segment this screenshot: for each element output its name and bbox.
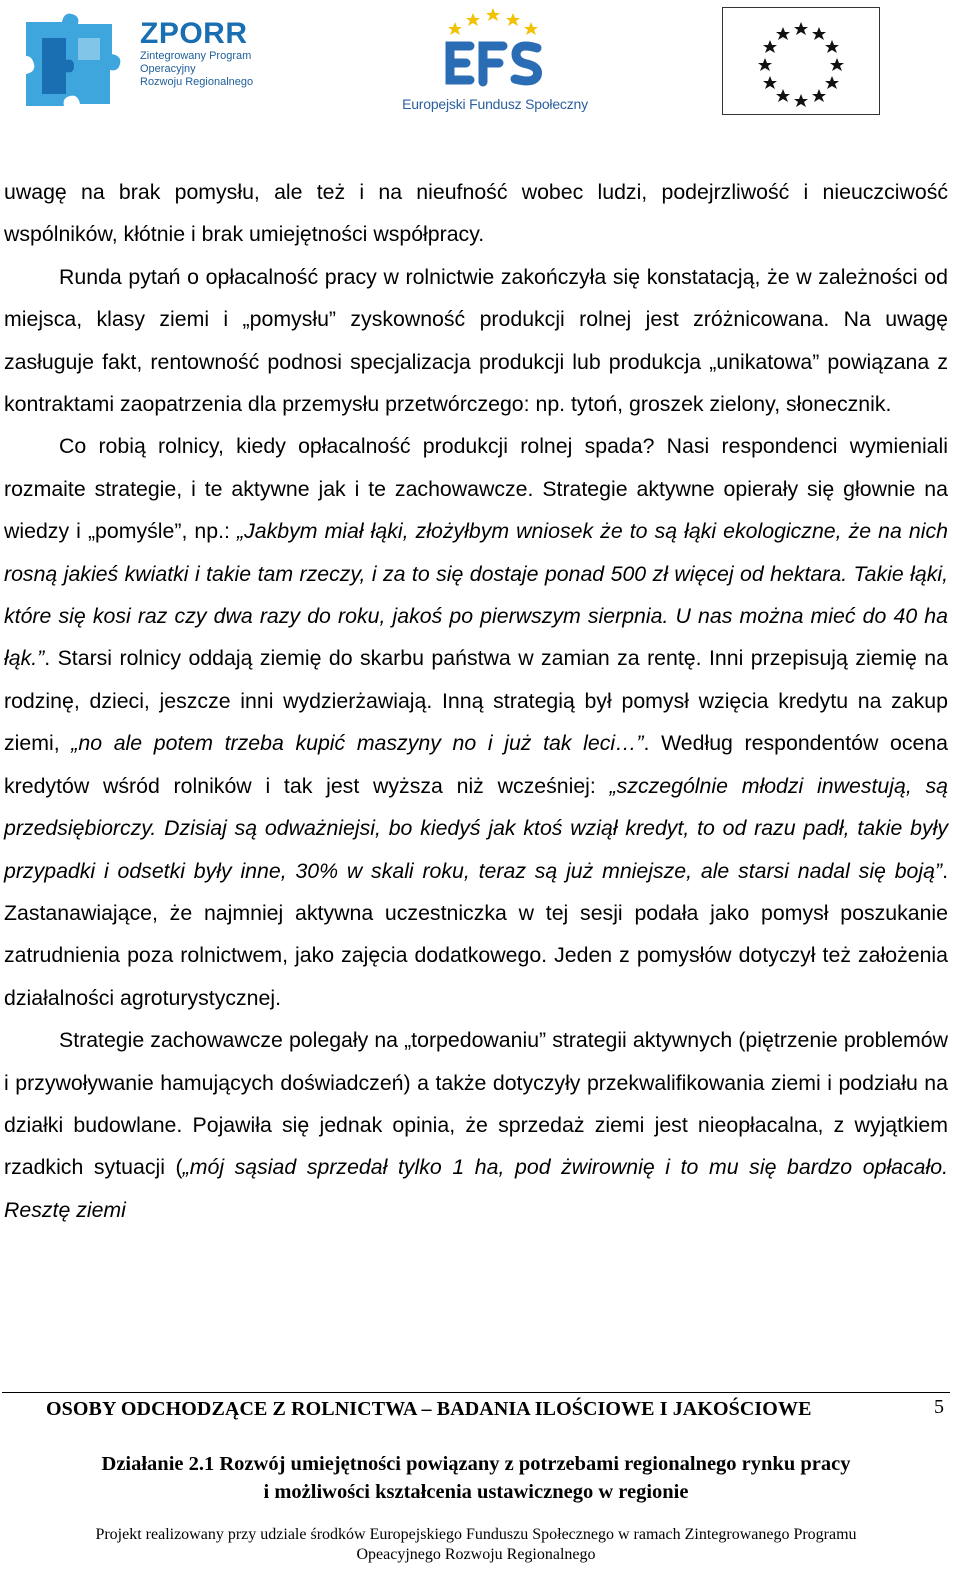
page-number: 5 <box>934 1396 944 1418</box>
zporr-title: ZPORR <box>140 17 248 50</box>
footer-report-title: OSOBY ODCHODZĄCE Z ROLNICTWA – BADANIA ILOŚCIOWE I JAKOŚCIOWE <box>46 1398 812 1420</box>
footer-action-line1: Działanie 2.1 Rozwój umiejętności powiązany z potrzebami regionalnego rynku pracy <box>101 1453 851 1475</box>
paragraph-3-text-a: Co robią rolnicy, kiedy opłacalność produkcji rolnej spada? Nasi respondenci wymieniali rozmaite strategie, i te aktywne jak i te zachowawcze. Strategie aktywne opierały się głownie na wiedzy i „pomyśle”, np.: <box>4 434 948 544</box>
paragraph-4-text-a: Strategie zachowawcze polegały na „torpedowaniu” strategii aktywnych (piętrzenie problemów i przywoływanie hamujących doświadczeń) a także dotyczyły przekwalifikowania ziemi i podziału na działki budowlane. Pojawiła się jednak opinia, że sprzedaż ziemi jest nieopłacalna, z wyjątkiem rzadkich sytuacji ( <box>4 1028 948 1180</box>
zporr-subtitle-line3: Rozwoju Regionalnego <box>140 76 254 88</box>
footer-action-line2: i możliwości kształcenia ustawicznego w regionie <box>263 1481 689 1503</box>
footer-funding-note <box>0 1525 952 1565</box>
quote-machines: „no ale potem trzeba kupić maszyny no i już tak leci…” <box>71 731 644 756</box>
efs-letters-icon <box>450 46 538 82</box>
paragraph-2: Runda pytań o opłacalność pracy w rolnictwie zakończyła się konstatacją, że w zależności od miejsca, klasy ziemi i „pomysłu” zyskowność produkcji rolnej jest zróżnicowana. Na uwagę zasługuje fakt, rentowność podnosi specjalizacja produkcji lub produkcja „unikatowa” powiązana z kontraktami zaopatrzenia dla przemysłu przetwórczego: np. tytoń, groszek zielony, słonecznik. <box>4 264 948 417</box>
quote-meadows: „Jakbym miał łąki, złożyłbym wniosek że to są łąki ekologiczne, że na nich rosną jakieś kwiatki i takie tam rzeczy, i za to się dostaje ponad 500 zł więcej od hektara. Takie łąki, które się kosi raz czy dwa razy do roku, jakoś po pierwszym sierpnia. U nas można mieć do 40 ha łąk.” <box>4 519 948 671</box>
paragraph-3 <box>4 425 948 1019</box>
footer-note-line2: Opeacyjnego Rozwoju Regionalnego <box>356 1546 596 1563</box>
quote-neighbour: „mój sąsiad sprzedał tylko 1 ha, pod żwirownię i to mu się bardzo opłacało. Resztę ziemi <box>4 1155 948 1222</box>
quote-credit: „szczególnie młodzi inwestują, są przedsiębiorczy. Dzisiaj są odważniejsi, bo kiedyś jak ktoś wziął kredyt, to od razu padł, takie były przypadki i odsetki były inne, 30% w skali roku, teraz są już mniejsze, ale starsi nadal się boją” <box>4 773 948 883</box>
zporr-logo <box>22 10 262 110</box>
eu-flag-logo <box>722 7 880 115</box>
footer-divider <box>2 1392 950 1393</box>
zporr-subtitle-line2: Operacyjny <box>140 63 196 75</box>
zporr-subtitle-line1: Zintegrowany Program <box>140 50 252 62</box>
efs-caption: Europejski Fundusz Społeczny <box>402 96 588 112</box>
efs-emblem-icon <box>395 4 595 96</box>
paragraph-1: uwagę na brak pomysłu, ale też i na nieufność wobec ludzi, podejrzliwość i nieuczciwość wspólników, kłótnie i brak umiejętności współpracy. <box>4 180 948 247</box>
paragraph-3-text-c: . Według respondentów ocena kredytów wśród rolników i tak jest wyższa niż wcześniej: <box>4 731 949 798</box>
efs-logo <box>395 4 595 116</box>
footer-note-line1: Projekt realizowany przy udziale środków Europejskiego Funduszu Społecznego w ramach Zintegrowanego Programu <box>95 1526 857 1543</box>
paragraph-3-text-b: . Starsi rolnicy oddają ziemię do skarbu państwa w zamian za rentę. Inni przepisują ziemię na rodzinę, dzieci, jeszcze inni wydzierżawiają. Inną strategią był pomysł wzięcia kredytu na zakup ziemi, <box>4 646 948 756</box>
eu-stars-icon <box>723 8 879 114</box>
footer-action-name <box>0 1450 952 1506</box>
document-body <box>4 171 948 1231</box>
star-arc-icon <box>448 8 538 35</box>
paragraph-4 <box>4 1019 948 1231</box>
paragraph-3-text-d: . Zastanawiające, że najmniej aktywna uczestniczka w tej sesji podała jako pomysł poszukanie zatrudnienia poza rolnictwem, jako zajęcia dodatkowego. Jeden z pomysłów dotyczył też założenia działalności agroturystycznej. <box>4 858 948 1010</box>
puzzle-icon <box>22 10 132 110</box>
